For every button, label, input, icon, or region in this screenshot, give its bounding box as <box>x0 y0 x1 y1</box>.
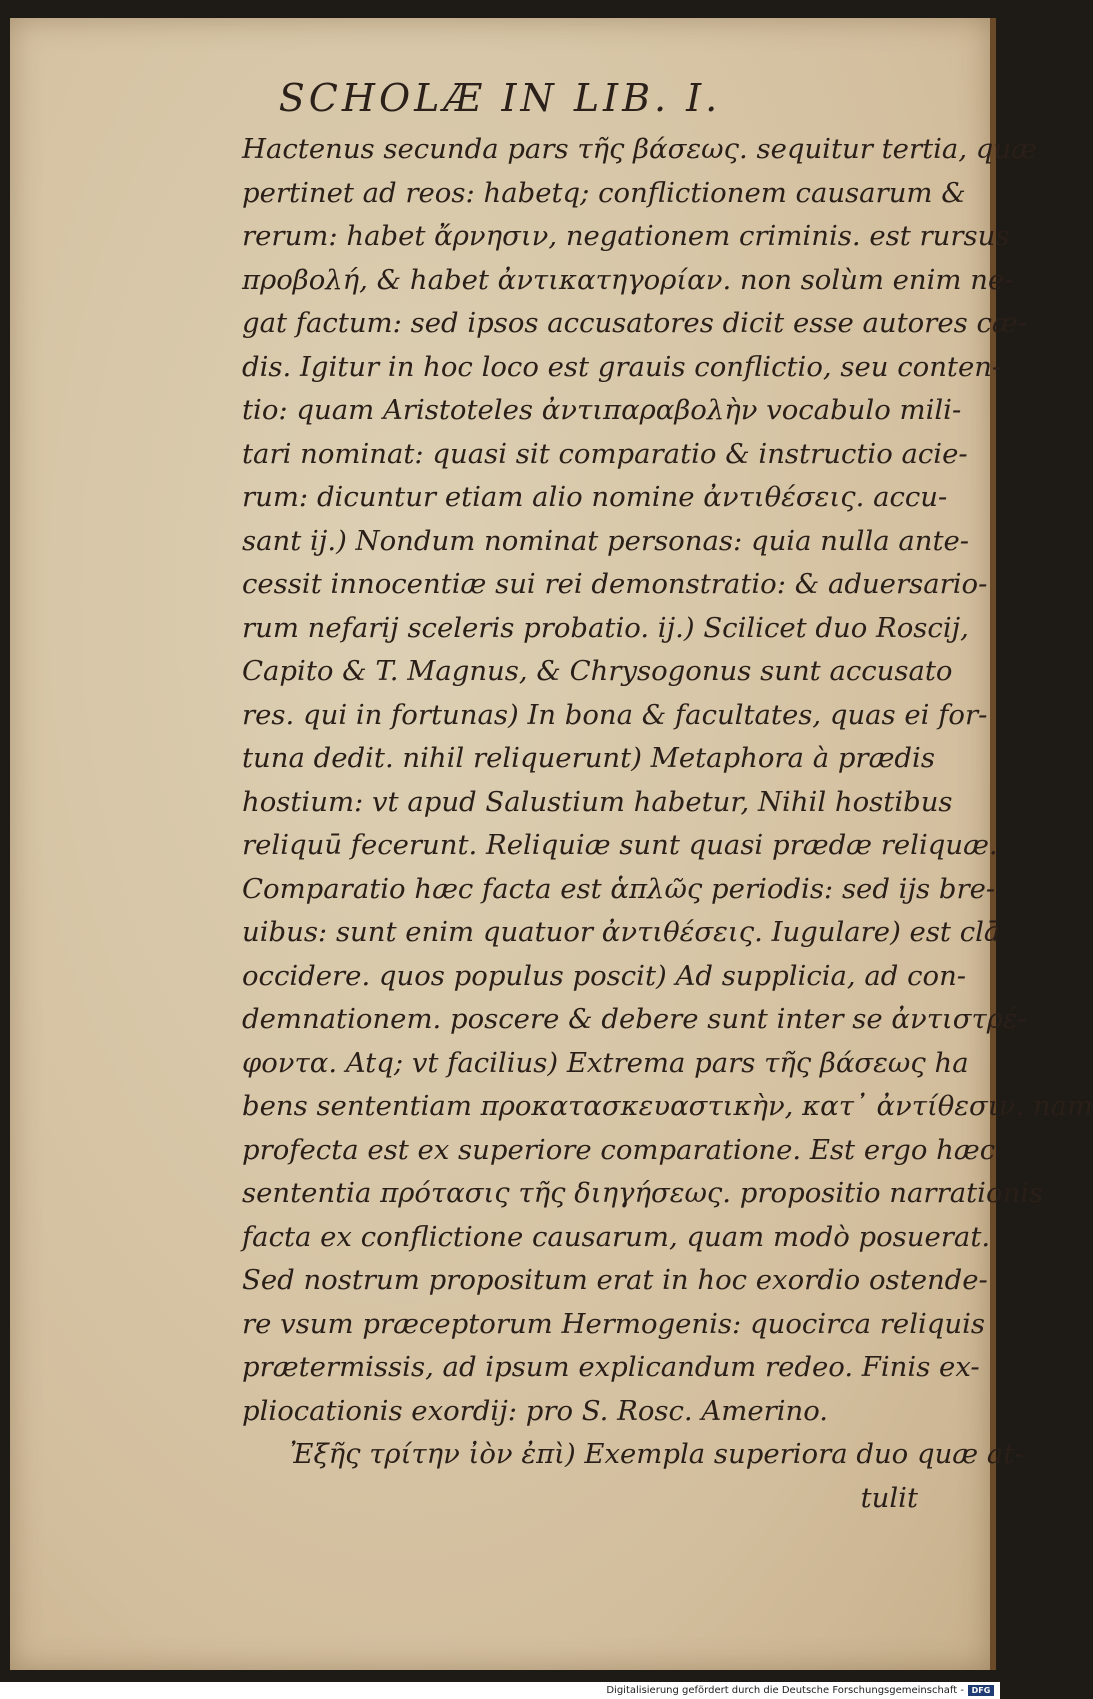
text-line: reliquū fecerunt. Reliquiæ sunt quasi prædæ reliquæ. <box>242 829 998 861</box>
text-line: Comparatio hæc facta est ἁπλῶς periodis: sed ijs bre- <box>242 872 996 905</box>
text-line: occidere. quos populus poscit) Ad supplicia, ad con- <box>242 959 967 992</box>
text-line: hostium: vt apud Salustium habetur, Nihil hostibus <box>242 785 953 818</box>
text-line: Sed nostrum propositum erat in hoc exordio ostende- <box>242 1264 988 1296</box>
text-line: tuna dedit. nihil reliquerunt) Metaphora à prædis <box>242 742 935 774</box>
text-line: demnationem. poscere & debere sunt inter se ἀντιστρέ- <box>242 1003 1027 1035</box>
text-line: rum nefarij sceleris probatio. ij.) Scilicet duo Roscij, <box>242 611 969 644</box>
text-line: cessit innocentiæ sui rei demonstratio: & aduersario- <box>242 568 988 600</box>
text-line: facta ex conflictione causarum, quam modò posuerat. <box>242 1220 991 1253</box>
catchword: tulit <box>860 1481 918 1514</box>
dfg-logo: DFG <box>968 1685 994 1696</box>
footer-bar <box>0 1682 1000 1699</box>
text-line: προβολή, & habet ἀντικατηγορίαν. non solùm enim ne- <box>242 263 1014 296</box>
text-line: sant ij.) Nondum nominat personas: quia nulla ante- <box>242 524 970 557</box>
text-line-indented: Ἐξῆς τρίτην ἰὸν ἐπὶ) Exempla superiora duo quæ at- <box>290 1438 1024 1470</box>
text-line: rerum: habet ἄρνησιν, negationem criminis. est rursus <box>242 220 1010 252</box>
body-text <box>242 128 1093 1520</box>
text-line: pertinet ad reos: habetq; conflictionem causarum & <box>242 176 966 209</box>
text-line: rum: dicuntur etiam alio nomine ἀντιθέσεις. accu- <box>242 481 948 513</box>
text-line: gat factum: sed ipsos accusatores dicit esse autores cæ- <box>242 307 1027 339</box>
running-head: SCHOLÆ IN LIB. I. <box>278 76 722 120</box>
text-line: tari nominat: quasi sit comparatio & instructio acie- <box>242 437 968 470</box>
text-line: φοντα. Atq; vt facilius) Extrema pars τῆς βάσεως ha <box>242 1046 969 1079</box>
text-line: uibus: sunt enim quatuor ἀντιθέσεις. Iugulare) est clā <box>242 916 1001 948</box>
text-line: prætermissis, ad ipsum explicandum redeo. Finis ex- <box>242 1351 980 1383</box>
footer-credit: Digitalisierung gefördert durch die Deutsche Forschungsgemeinschaft - <box>606 1685 964 1696</box>
text-line: dis. Igitur in hoc loco est grauis conflictio, seu conten- <box>242 350 1002 383</box>
text-line: profecta est ex superiore comparatione. Est ergo hæc <box>242 1133 996 1166</box>
text-line: Capito & T. Magnus, & Chrysogonus sunt accusato <box>242 655 953 687</box>
text-line: bens sententiam προκατασκευαστικὴν, κατ᾽ ἀντίθεσιν. nam <box>242 1090 1093 1122</box>
book-page <box>10 18 1093 1670</box>
text-line: sententia πρότασις τῆς διηγήσεως. propositio narrationis <box>242 1177 1044 1209</box>
text-line: Hactenus secunda pars τῆς βάσεως. sequitur tertia, quæ <box>242 133 1037 165</box>
text-line: re vsum præceptorum Hermogenis: quocirca reliquis <box>242 1307 986 1340</box>
text-line: pliocationis exordij: pro S. Rosc. Amerino. <box>242 1394 829 1427</box>
text-line: res. qui in fortunas) In bona & facultates, quas ei for- <box>242 698 988 731</box>
text-line: tio: quam Aristoteles ἀντιπαραβολὴν vocabulo mili- <box>242 394 962 426</box>
